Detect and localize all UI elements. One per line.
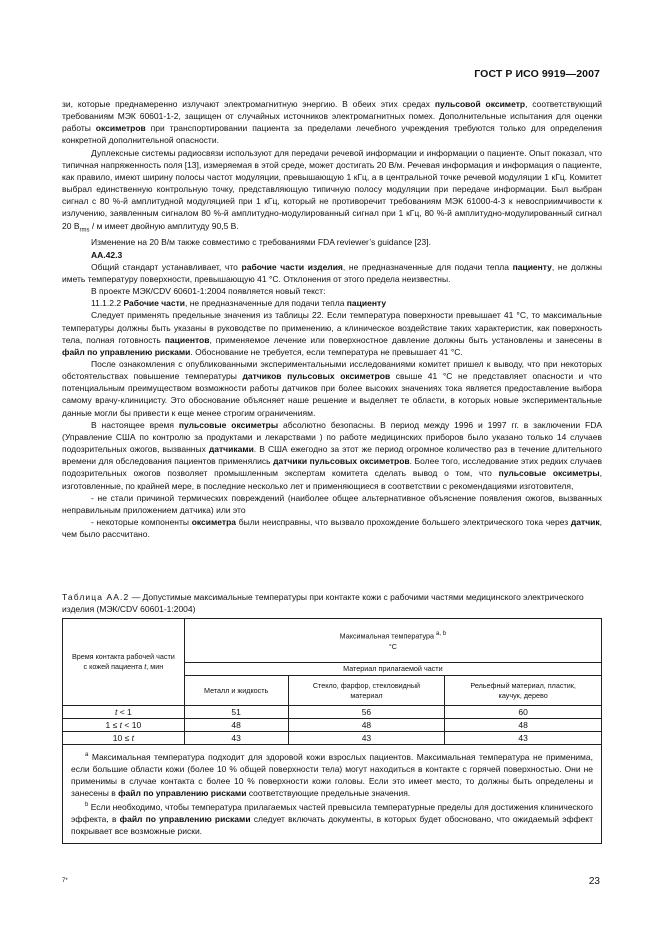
time-variable: t	[144, 662, 147, 671]
bold-term: пациенту	[512, 261, 552, 272]
time-unit: , мин	[146, 662, 164, 671]
paragraph	[62, 309, 602, 358]
time-variable: t	[114, 707, 118, 717]
table-caption	[62, 591, 602, 615]
text: . Обоснование не требуется, если температура не превышает 41 °С.	[190, 346, 463, 357]
body-text	[62, 98, 602, 540]
bold-term: датчики пульсовых оксиметров	[273, 456, 410, 467]
document-header: ГОСТ Р ИСО 9919—2007	[474, 68, 600, 80]
bold-term: пульсовые оксиметры	[498, 468, 600, 479]
value-cell: 48	[288, 719, 445, 732]
paragraph	[62, 358, 602, 419]
text: - некоторые компоненты	[91, 517, 192, 527]
footnote-mark: a	[85, 752, 89, 758]
paragraph	[62, 147, 602, 237]
max-temp-header: Максимальная температура	[339, 631, 435, 641]
bold-term: файл по управлению рисками	[62, 346, 191, 357]
text: , не предназначенные для подачи тепла	[342, 261, 513, 272]
footnote-mark: b	[85, 801, 89, 808]
signature-mark: 7*	[62, 878, 68, 884]
text: После ознакомления с опубликованными экспериментальными исследованиями комитет пришел к выводу, что при некоторых обстоятельствах повышение температуры	[62, 358, 602, 382]
text: абсолютно безопасны. В период между 1996 и 1997 гг. в заключении FDA (Управление США по контролю за продуктами и лекарствами ) по работе медицинских приборов было указано только 14 случаев подозрительных ожогов, вызванных	[62, 419, 603, 455]
text: 1 ≤	[105, 720, 120, 730]
time-variable: t	[119, 720, 123, 730]
temperature-table	[62, 618, 602, 844]
section-heading: АА.42.3	[91, 249, 123, 260]
bold-term: рабочие части изделия	[241, 261, 343, 272]
table-caption-text: — Допустимые максимальные температуры при контакте кожи с рабочими частями медицинского электрического изделия (МЭК/CDV 60601-1:2004)	[62, 592, 584, 614]
text: < 1	[117, 707, 132, 717]
text: / м имеет двойную амплитуду 90,5 В.	[89, 220, 239, 231]
material-plastic: Рельефный материал, пластик, каучук, дерево	[445, 676, 602, 706]
bold-term: файл по управлению рисками	[118, 787, 247, 798]
material-glass: Стекло, фарфор, стекловидный материал	[288, 676, 445, 706]
table-footnotes	[63, 745, 602, 844]
bold-term: Рабочие части	[123, 298, 185, 309]
bold-term: оксиметров	[95, 123, 146, 134]
table-row	[63, 706, 602, 719]
paragraph: В проекте МЭК/CDV 60601-1:2004 появляется новый текст:	[91, 286, 326, 297]
value-cell: 56	[288, 706, 445, 719]
subscript: rms	[79, 227, 90, 234]
text: при транспортировании пациента за пределами лечебного учреждения требуются только для определения конкретной дополнительной опасности.	[62, 123, 603, 146]
value-cell: 43	[445, 732, 602, 745]
paragraph	[62, 419, 602, 492]
time-cell	[63, 719, 185, 732]
paragraph	[62, 261, 602, 285]
value-cell: 48	[184, 719, 288, 732]
text: Дуплексные системы радиосвязи используют для передачи речевой информации и информации о пациенте. Опыт показал, что типичная напряженность поля [13], измеряемая в этой среде, может достигать 20 В/м. Речевая информация и информация о пациенте, как правило, имеют ширину полосы частот модуляции, превышающую 1 кГц, а в центральной точке речевой модуляции 1 кГц. Комитет выбрал единственную контрольную точку, представляющую типичную полосу модуляции при передаче информации. Был выбран сигнал с 80 %-й амплитудной модуляцией при 1 кГц, который не противоречит требованиям МЭК 61000-4-3 к невосприимчивости к излучению, заявленным сигналом 80 %-й амплитудно-модулированный сигнал при 1 кГц, 80 %-й амплитудно-модулированный сигнал 20 В	[62, 147, 602, 231]
text: . В США ежегодно за этот же период огромное количество раз в течение длительного времени для обследования пациентов применялись	[62, 444, 603, 467]
table-row	[63, 732, 602, 745]
text: < 10	[122, 720, 142, 730]
footnote-b	[71, 799, 593, 837]
value-cell: 60	[445, 706, 602, 719]
clause-title	[62, 297, 602, 309]
table-header-row	[63, 619, 602, 663]
text: следует включать документы, в которых будет обосновано, что ожидаемый эффект покрывает все возможные риски.	[71, 813, 593, 836]
text: , соответствующий требованиям МЭК 60601-1-2, защищен от случайных источников электромагнитных помех. Дополнительные испытания для оценки работы	[62, 99, 603, 134]
text: зи, которые преднамеренно излучают электромагнитную энергию. В обеих этих средах	[62, 99, 435, 109]
text: были неисправны, что вызвало прохождение большего электрического тока через	[236, 517, 571, 527]
value-cell: 48	[445, 719, 602, 732]
material-metal: Металл и жидкость	[184, 676, 288, 706]
value-cell: 43	[288, 732, 445, 745]
time-cell	[63, 732, 185, 745]
paragraph: Изменение на 20 В/м также совместимо с требованиями FDA reviewer’s guidance [23].	[91, 237, 431, 248]
bold-term: датчик	[570, 517, 600, 527]
footnotes-row	[63, 745, 602, 844]
text: соответствующие предельные значения.	[246, 787, 411, 798]
bold-term: пульсовые оксиметры	[178, 419, 279, 430]
text: Общий стандарт устанавливает, что	[91, 261, 242, 272]
bold-term: файл по управлению рисками	[119, 813, 251, 824]
time-header-cell	[63, 619, 185, 706]
text: , чем было рассчитано.	[62, 517, 602, 540]
max-temp-unit: °С	[388, 641, 397, 651]
bold-term: пациентов	[164, 334, 210, 345]
footnote-a	[71, 749, 593, 799]
text: Если необходимо, чтобы температура прилагаемых частей превысила температурные пределы для достижения клинического эффекта, в	[71, 801, 593, 824]
list-item: - не стали причиной термических повреждений (наиболее общее альтернативное объяснение появления ожогов, вызванных неправильным приложением датчика) или это	[62, 492, 602, 515]
text: , изготовленные, по крайней мере, в последние несколько лет и применяющиеся в соответствии с рекомендациями изготовителя,	[62, 468, 603, 491]
text: свыше 41 °С не представляет опасности и что потенциальным преимуществом возможности работы датчиков при более высоких значениях тока является предоставление выбора самому врачу-клиницисту. Это обоснование объясняет наше решение и выделяет те области, в которых новые экспериментальные данные могли бы привести к еще менее строгим ограничениям.	[62, 371, 602, 418]
text: . Более того, исследование этих редких случаев подозрительных ожогов позволяет промышленным экспертам комитета сделать вывод о том, что	[62, 456, 602, 479]
value-cell: 43	[184, 732, 288, 745]
text: В настоящее время	[91, 419, 179, 430]
bold-term: пульсовой оксиметр	[434, 99, 526, 109]
time-variable: t	[131, 733, 134, 743]
table-row	[63, 719, 602, 732]
paragraph	[62, 98, 602, 147]
text: 11.1.2.2	[91, 298, 124, 309]
text: , применяемое лечение или поверхностное давление должны быть установлены и занесены в	[209, 334, 602, 345]
list-item	[62, 516, 602, 540]
text: , не должны иметь температуру поверхности, превышающую 41 °С. Отклонения от этого предела неизвестны.	[62, 261, 602, 284]
text: Следует применять предельные значения из таблицы 22. Если температура поверхности превышает 41 °С, то максимальные температуры должны быть указаны в руководстве по применению, а клиническое воздействие таких характеристик, как поверхность тела, полная готовность	[62, 310, 602, 345]
bold-term: пациенту	[346, 298, 387, 309]
material-header: Материал прилагаемой части	[184, 663, 601, 676]
page-number: 23	[588, 876, 600, 887]
value-cell: 51	[184, 706, 288, 719]
text: 10 ≤	[112, 733, 132, 743]
max-temp-header-cell	[184, 619, 601, 663]
bold-term: датчиков пульсовых оксиметров	[242, 371, 391, 382]
text: Максимальная температура подходит для здоровой кожи взрослых пациентов. Максимальная температура не применима, если большие области кожи (более 10 % общей поверхности тела) могут находиться в контакте с горячей поверхностью. Они не применимы в случае контакта с более 10 % поверхности кожи головы. Если это имеет место, то должны быть определены и занесены в	[71, 751, 593, 798]
table-label: Таблица АА.2	[62, 592, 130, 602]
text: , не предназначенные для подачи тепла	[185, 298, 347, 309]
bold-term: оксиметра	[191, 517, 236, 527]
time-header: Время контакта рабочей части с кожей пациента	[71, 652, 175, 671]
bold-term: датчиками	[208, 444, 254, 455]
footnote-marks: a, b	[436, 631, 447, 638]
time-cell	[63, 706, 185, 719]
